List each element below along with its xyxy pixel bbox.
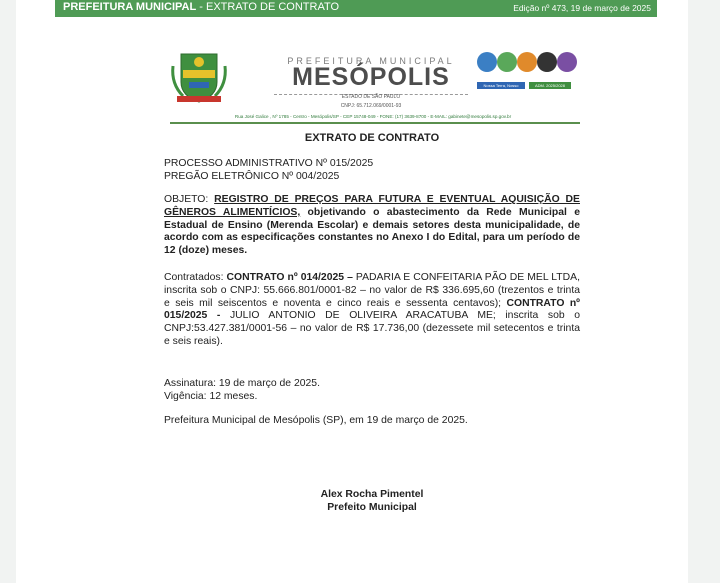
signer-name: Alex Rocha Pimentel [320, 489, 424, 500]
letterhead [166, 44, 580, 126]
validity: Vigência: 12 meses. [164, 390, 258, 402]
slogan-badge: Nossa Terra, Nosso Orgulho [477, 82, 525, 89]
agriculture-icon [517, 52, 537, 72]
municipal-crest-icon [169, 48, 229, 106]
header-section-bold: PREFEITURA MUNICIPAL [63, 1, 197, 13]
place-date: Prefeitura Municipal de Mesópolis (SP), em 19 de março de 2025. [164, 415, 468, 426]
contract-2-label: CONTRATO nº 015/2025 - [164, 297, 580, 322]
publication-header-bar [55, 0, 657, 17]
contractors-label: Contratados: [164, 272, 227, 283]
signer-role: Prefeito Municipal [327, 501, 417, 513]
letterhead-supertitle: PREFEITURA MUNICIPAL [287, 56, 455, 66]
letterhead-address: Rua José Galice , Nº 1785 - Centro - Mesópolis/SP - CEP 15748-049 - FONE: (17) 3639-8700 - E-MAIL: gabinete@mesopolis.sp.gov.br [234, 114, 512, 119]
auction-number: PREGÃO ELETRÔNICO Nº 004/2025 [164, 170, 340, 182]
health-icon [537, 52, 557, 72]
process-block [164, 158, 580, 184]
education-icon [557, 52, 577, 72]
administration-icons [477, 52, 577, 95]
administration-badge: ADM. 2025/2028 [529, 82, 571, 89]
header-section [63, 1, 339, 13]
letterhead-cnpj: CNPJ: 65.712.069/0001-93 [340, 103, 402, 109]
letterhead-rule [170, 122, 580, 124]
dates-block [164, 378, 580, 404]
contract-1-text: PADARIA E CONFEITARIA PÃO DE MEL LTDA, inscrita sob o CNPJ: 55.666.801/0001-82 – no valor de R$ 336.695,60 (trezentos e trinta e seis mil seiscentos e noventa e cinco reais e sessenta centavos); [164, 272, 580, 309]
document-title: EXTRATO DE CONTRATO [304, 132, 440, 144]
community-icon [477, 52, 497, 72]
contractors-paragraph [164, 272, 580, 349]
contract-1-label: CONTRATO nº 014/2025 – [226, 272, 353, 283]
signature-date: Assinatura: 19 de março de 2025. [164, 378, 320, 389]
edition-label: Edição nº 473, 19 de março de 2025 [513, 3, 651, 13]
contract-2-text: JULIO ANTONIO DE OLIVEIRA ARACATUBA ME; inscrita sob o CNPJ:53.427.381/0001-56 – no valor de R$ 17.736,00 (dezessete mil setecentos e trinta e seis reais). [164, 310, 580, 347]
people-icon [497, 52, 517, 72]
header-section-rest: - EXTRATO DE CONTRATO [196, 1, 340, 13]
object-description: objetivando o abastecimento da Rede Municipal e Estadual de Ensino (Merenda Escolar) e demais setores desta municipalidade, de acordo com as especificações constantes no Anexo I do Edital, para um período de 12 (doze) meses. [164, 206, 580, 257]
process-number: PROCESSO ADMINISTRATIVO Nº 015/2025 [164, 158, 374, 169]
letterhead-city-name: MESÓPOLIS [292, 63, 450, 91]
object-paragraph [164, 194, 580, 258]
object-label: OBJETO: [164, 194, 215, 205]
object-highlight: REGISTRO DE PREÇOS PARA FUTURA E EVENTUAL AQUISIÇÃO DE GÊNEROS ALIMENTÍCIOS, [164, 194, 580, 218]
letterhead-state: ESTADO DE SÃO PAULO [341, 94, 401, 100]
signature-block [164, 489, 580, 515]
